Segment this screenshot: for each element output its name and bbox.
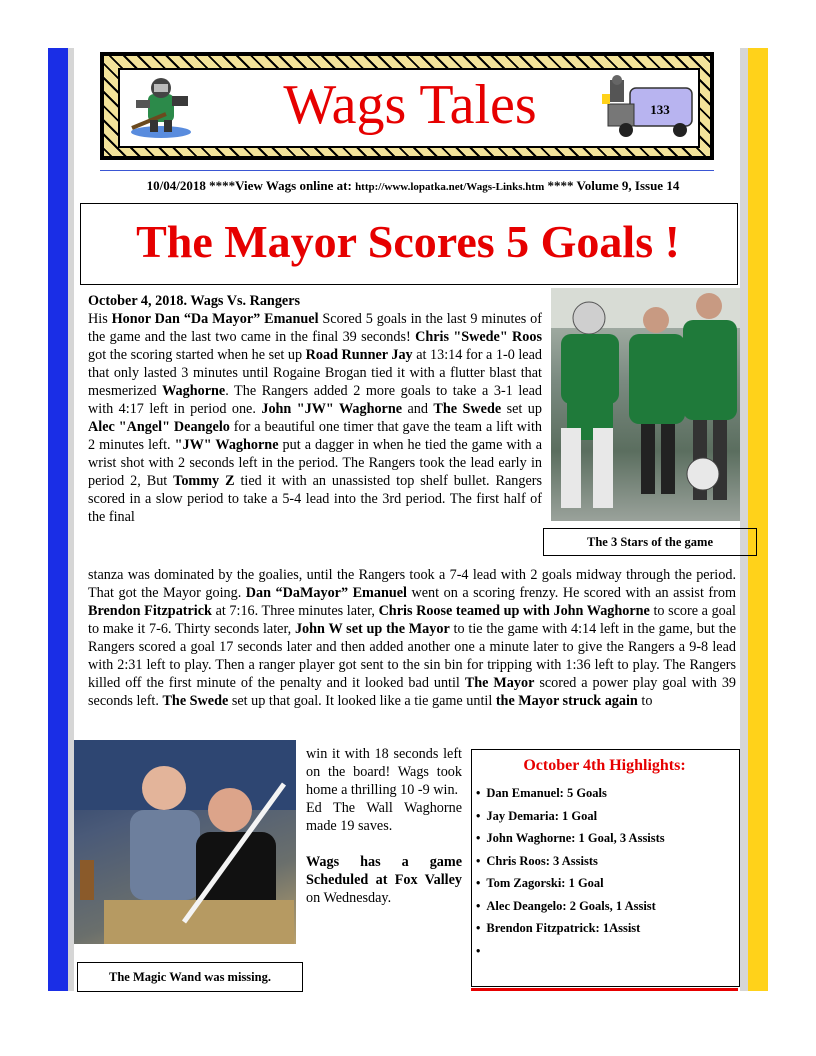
- magic-wand-caption: The Magic Wand was missing.: [77, 962, 303, 992]
- newsletter-title: Wags Tales: [283, 74, 537, 136]
- highlight-item: [476, 940, 738, 963]
- hockey-player-clipart-icon: [126, 72, 196, 140]
- bold-name: Tommy Z: [173, 473, 235, 489]
- right-gray-bar: [740, 48, 748, 991]
- bold-name: Chris "Swede" Roos: [415, 329, 542, 345]
- issue-date: 10/04/2018: [146, 178, 206, 193]
- two-players-illustration: [74, 740, 296, 944]
- issue-number: 133: [650, 102, 670, 117]
- article-paragraph-5: Wags has a game Scheduled at Fox Valley on Wednesday.: [306, 854, 462, 906]
- highlight-item: • Tom Zagorski: 1 Goal: [476, 872, 738, 895]
- zamboni-clipart-icon: [600, 74, 696, 138]
- bold-name: Dan “DaMayor” Emanuel: [245, 585, 407, 601]
- article-middle-column: [306, 745, 462, 907]
- bold-name: John "JW" Waghorne: [261, 401, 403, 417]
- stars-photo-caption: The 3 Stars of the game: [543, 528, 757, 556]
- bold-name: the Mayor struck again: [495, 693, 638, 709]
- website-link[interactable]: http://www.lopatka.net/Wags-Links.htm: [355, 181, 545, 193]
- bold-name: John W set up the Mayor: [294, 621, 450, 637]
- article-subhead: October 4, 2018. Wags Vs. Rangers: [88, 293, 301, 309]
- highlights-list: [476, 782, 738, 962]
- bold-name: Chris Roose teamed up with John Waghorne: [378, 603, 650, 619]
- bold-name: Honor Dan “Da Mayor” Emanuel: [111, 311, 319, 327]
- right-yellow-bar: [748, 48, 768, 991]
- bold-name: Waghorne: [162, 383, 226, 399]
- article-paragraph-3: win it with 18 seconds left on the board! Wags took home a thrilling 10 -9 win.: [306, 746, 462, 798]
- bold-name: "JW" Waghorne: [174, 437, 279, 453]
- bold-name: The Swede: [162, 693, 229, 709]
- article-paragraph-1: His Honor Dan “Da Mayor” Emanuel Scored 5 goals in the last 9 minutes of the game and the last two came in the final 39 seconds! Chris "Swede" Roos got the scoring started when he set up Road Runner Jay at 13:14 for a 1-0 lead that only lasted 3 minutes until Rogaine Brogan tied it with a flutter blast that mesmerized Waghorne. The Rangers added 2 more goals to take a 3-1 lead with 4:17 left in period one. John "JW" Waghorne and The Swede set up Alec "Angel" Deangelo for a beautiful one timer that gave the team a lift with 2 minutes left. "JW" Waghorne put a dagger in when he tied the game with a wrist shot with 2 seconds left in the period. The Rangers took the lead early in period 2, But Tommy Z tied it with an unassisted top shelf bullet. Rangers scored in a slow period to take a 5-4 lead into the 3rd period. The first half of the final: [88, 311, 542, 525]
- magic-wand-photo: [74, 740, 296, 944]
- highlight-item: • Jay Demaria: 1 Goal: [476, 805, 738, 828]
- paragraph-spacer: [306, 835, 462, 853]
- highlight-item: • Chris Roos: 3 Assists: [476, 850, 738, 873]
- bold-name: Wags has a game Scheduled at Fox Valley: [306, 854, 462, 888]
- article-lead-column: [88, 292, 542, 526]
- bold-name: Road Runner Jay: [305, 347, 413, 363]
- volume-issue: **** Volume 9, Issue 14: [547, 178, 680, 193]
- bold-name: The Swede: [433, 401, 502, 417]
- left-blue-bar: [48, 48, 68, 991]
- dateline: [88, 178, 738, 194]
- article-paragraph-4: Ed The Wall Waghorne made 19 saves.: [306, 800, 462, 834]
- highlight-item: • John Waghorne: 1 Goal, 3 Assists: [476, 827, 738, 850]
- highlight-item: • Dan Emanuel: 5 Goals: [476, 782, 738, 805]
- header-divider: [100, 170, 714, 171]
- footer-red-rule: [471, 988, 738, 991]
- highlight-item: • Alec Deangelo: 2 Goals, 1 Assist: [476, 895, 738, 918]
- article-paragraph-2: stanza was dominated by the goalies, until the Rangers took a 7-4 lead with 2 goals midway through the period. That got the Mayor going. Dan “DaMayor” Emanuel went on a scoring frenzy. He scored with an assist from Brendon Fitzpatrick at 7:16. Three minutes later, Chris Roose teamed up with John Waghorne to score a goal to make it 7-6. Thirty seconds later, John W set up the Mayor to tie the game with 4:14 left in the game, but the Rangers scored a goal 17 seconds later and then added another one a minute later to give the Rangers a 9-8 lead with 2:31 left to play. Then a ranger player got sent to the sin bin for tripping with 1:36 left to play. The Rangers killed off the first minute of the penalty and it looked bad until The Mayor scored a power play goal with 39 seconds left. The Swede set up that goal. It looked like a tie game until the Mayor struck again to: [88, 567, 737, 709]
- three-stars-photo: [551, 288, 740, 521]
- highlight-item: • Brendon Fitzpatrick: 1Assist: [476, 917, 738, 940]
- dateline-lead: ****View Wags online at:: [209, 178, 352, 193]
- bold-name: The Mayor: [464, 675, 535, 691]
- highlights-title: October 4th Highlights:: [523, 757, 686, 774]
- bold-name: Alec "Angel" Deangelo: [88, 419, 230, 435]
- headline: The Mayor Scores 5 Goals !: [136, 216, 680, 267]
- bold-name: Brendon Fitzpatrick: [88, 603, 212, 619]
- three-players-illustration: [551, 288, 740, 521]
